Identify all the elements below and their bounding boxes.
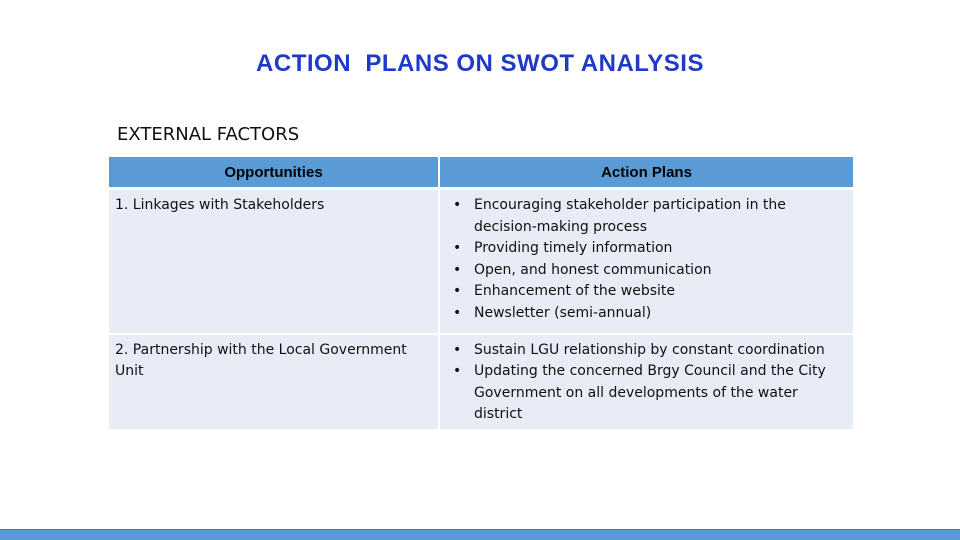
footer-accent-bar — [0, 529, 960, 540]
slide-title: ACTION PLANS ON SWOT ANALYSIS — [256, 50, 704, 77]
swot-action-table — [109, 157, 853, 431]
list-item: • Encouraging stakeholder participation in the decision-making process — [474, 195, 847, 238]
table-row — [109, 189, 853, 334]
section-heading: EXTERNAL FACTORS — [117, 124, 300, 145]
action-plan-list — [446, 195, 847, 324]
action-plan-list — [446, 340, 847, 426]
table-row — [109, 334, 853, 430]
action-plans-cell — [439, 334, 853, 430]
list-item: • Enhancement of the website — [474, 281, 847, 303]
opportunity-cell: 1. Linkages with Stakeholders — [109, 189, 439, 334]
list-item: • Updating the concerned Brgy Council and the City Government on all developments of the water district — [474, 361, 847, 426]
header-opportunities: Opportunities — [109, 157, 439, 189]
list-item: • Sustain LGU relationship by constant coordination — [474, 340, 847, 362]
table-header-row — [109, 157, 853, 189]
header-action-plans: Action Plans — [439, 157, 853, 189]
list-item: • Newsletter (semi-annual) — [474, 303, 847, 325]
action-plans-cell — [439, 189, 853, 334]
list-item: • Providing timely information — [474, 238, 847, 260]
opportunity-cell: 2. Partnership with the Local Government Unit — [109, 334, 439, 430]
list-item: • Open, and honest communication — [474, 260, 847, 282]
